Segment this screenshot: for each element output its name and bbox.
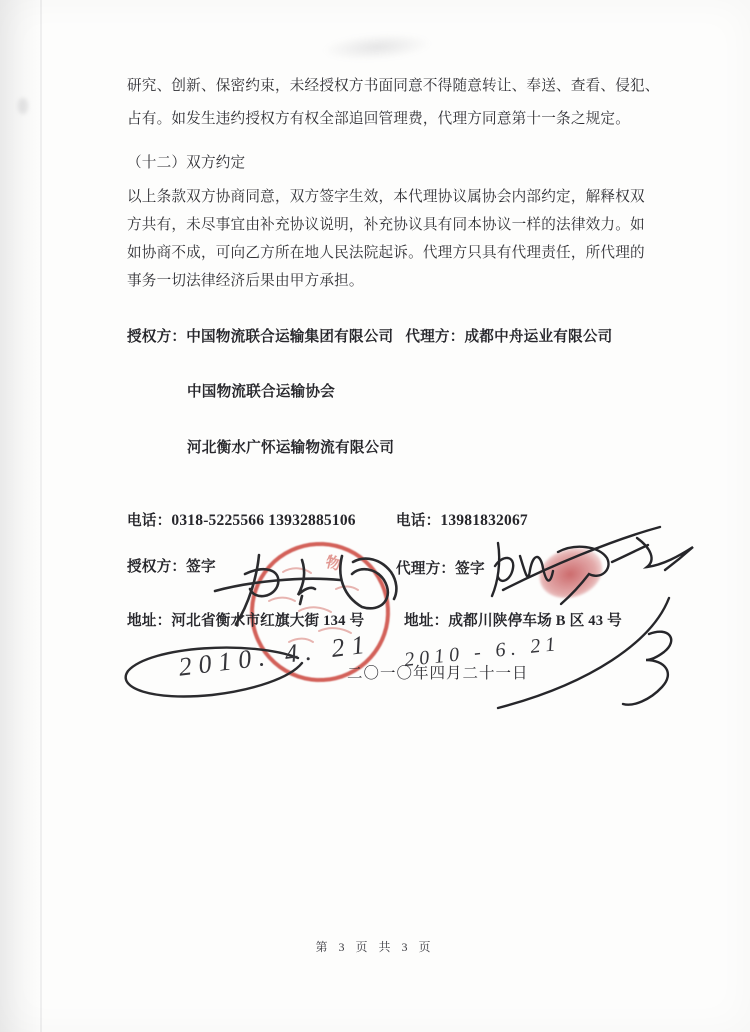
paragraph-line: 方共有，未尽事宜由补充协议说明，补充协议具有同本协议一样的法律效力。如: [127, 216, 645, 233]
paragraph-line: 如协商不成，可向乙方所在地人民法院起诉。代理方只具有代理责任，所代理的: [127, 244, 645, 261]
agent-thumbprint: [534, 541, 609, 605]
co-authorizer-2: 河北衡水广怀运输物流有限公司: [187, 440, 395, 456]
authorizer-address-row: [127, 614, 364, 629]
agent-handwritten-date: 2010 - 6. 21: [403, 632, 562, 672]
printed-date: 二〇一〇年四月二十一日: [347, 665, 529, 682]
agent-sign-label: 代理方：签字: [396, 561, 485, 577]
address-label: 地址：: [127, 613, 172, 629]
authorizer-phone-row: [127, 513, 356, 529]
paragraph-line: 以上条款双方协商同意，双方签字生效，本代理协议属协会内部约定，解释权双: [127, 188, 645, 205]
paragraph-obligations: [127, 70, 660, 136]
scan-paper-edge-line: [40, 0, 42, 1032]
phone-label: 电话：: [396, 513, 441, 529]
paragraph-line: 占有。如发生违约授权方有权全部追回管理费，代理方同意第十一条之规定。: [127, 111, 630, 128]
authorizer-name: 中国物流联合运输集团有限公司: [186, 329, 394, 345]
authorizer-address: 河北省衡水市红旗大街 134 号: [171, 613, 365, 629]
authorizer-label: 授权方：: [127, 329, 187, 345]
scan-edge-smudge: [18, 98, 28, 114]
agent-name: 成都中舟运业有限公司: [464, 329, 613, 345]
phone-label: 电话：: [127, 513, 172, 529]
paragraph-line: 研究、创新、保密约束，未经授权方书面同意不得随意转让、奉送、查看、侵犯、: [127, 78, 660, 95]
authorizer-handwritten-date: 2010. 4. 21: [176, 629, 373, 682]
paragraph-agreement: [127, 183, 645, 295]
agent-label: 代理方：: [405, 329, 465, 345]
parties-row: [127, 330, 612, 345]
agent-phone-row: [396, 513, 528, 529]
stamp-character: 物: [323, 554, 343, 574]
agent-address-row: [404, 614, 622, 629]
agent-phone-number: 13981832067: [440, 512, 528, 529]
section-heading: （十二）双方约定: [127, 155, 246, 171]
scan-top-smudge: [321, 30, 433, 64]
page-number-footer: 第 3 页 共 3 页: [315, 940, 435, 954]
authorizer-phone-number: 0318-5225566 13932885106: [171, 512, 356, 529]
co-authorizer-1: 中国物流联合运输协会: [187, 384, 335, 400]
authorizer-sign-label: 授权方：签字: [127, 559, 216, 575]
agent-address: 成都川陕停车场 B 区 43 号: [448, 613, 622, 629]
paragraph-line: 事务一切法律经济后果由甲方承担。: [127, 272, 364, 289]
address-label: 地址：: [404, 613, 449, 629]
